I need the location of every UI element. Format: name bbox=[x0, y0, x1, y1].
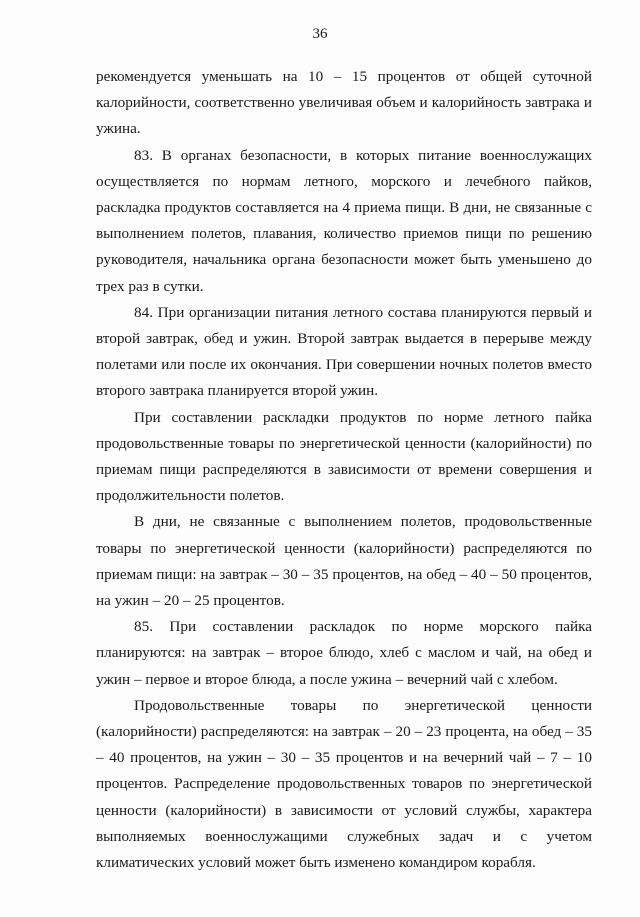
paragraph-83: 83. В органах безопасности, в которых питание военнослужащих осуществляется по нормам летного, морского и лечебного пайков, раскладка продуктов составляется на 4 приема пищи. В дни, не связанные с выполнением полетов, плавания, количество приемов пищи по решению руководителя, начальника органа безопасности может быть уменьшено до трех раз в сутки. bbox=[96, 146, 592, 295]
page-number: 36 bbox=[312, 26, 328, 42]
paragraph-flight-ration-distribution: При составлении раскладки продуктов по норме летного пайка продовольственные товары по энергетической ценности (калорийности) по приемам пищи распределяются в зависимости от времени совершения и продолжительности полетов. bbox=[96, 408, 592, 505]
paragraph-85: 85. При составлении раскладок по норме морского пайка планируются: на завтрак – второе блюдо, хлеб с маслом и чай, на обед и ужин – первое и второе блюда, а после ужина – вечерний чай с хлебом. bbox=[96, 618, 592, 688]
paragraph-non-flight-days: В дни, не связанные с выполнением полетов, продовольственные товары по энергетической ценности (калорийности) распределяются по приемам пищи: на завтрак – 30 – 35 процентов, на обед – 40 – 50 процентов, на ужин – 20 – 25 процентов. bbox=[96, 513, 592, 610]
document-body bbox=[96, 64, 592, 876]
paragraph-naval-ration-distribution: Продовольственные товары по энергетической ценности (калорийности) распределяются: на завтрак – 20 – 23 процента, на обед – 35 – 40 процентов, на ужин – 30 – 35 процентов и на вечерний чай – 7 – 10 процентов. Распределение продовольственных товаров по энергетической ценности (калорийности) в зависимости от условий службы, характера выполняемых военнослужащими служебных задач и с учетом климатических условий может быть изменено командиром корабля. bbox=[96, 696, 592, 872]
paragraph-84: 84. При организации питания летного состава планируются первый и второй завтрак, обед и ужин. Второй завтрак выдается в перерыве между полетами или после их окончания. При совершении ночных полетов вместо второго завтрака планируется второй ужин. bbox=[96, 303, 592, 400]
paragraph-continuation: рекомендуется уменьшать на 10 – 15 процентов от общей суточной калорийности, соответственно увеличивая объем и калорийность завтрака и ужина. bbox=[96, 68, 592, 138]
